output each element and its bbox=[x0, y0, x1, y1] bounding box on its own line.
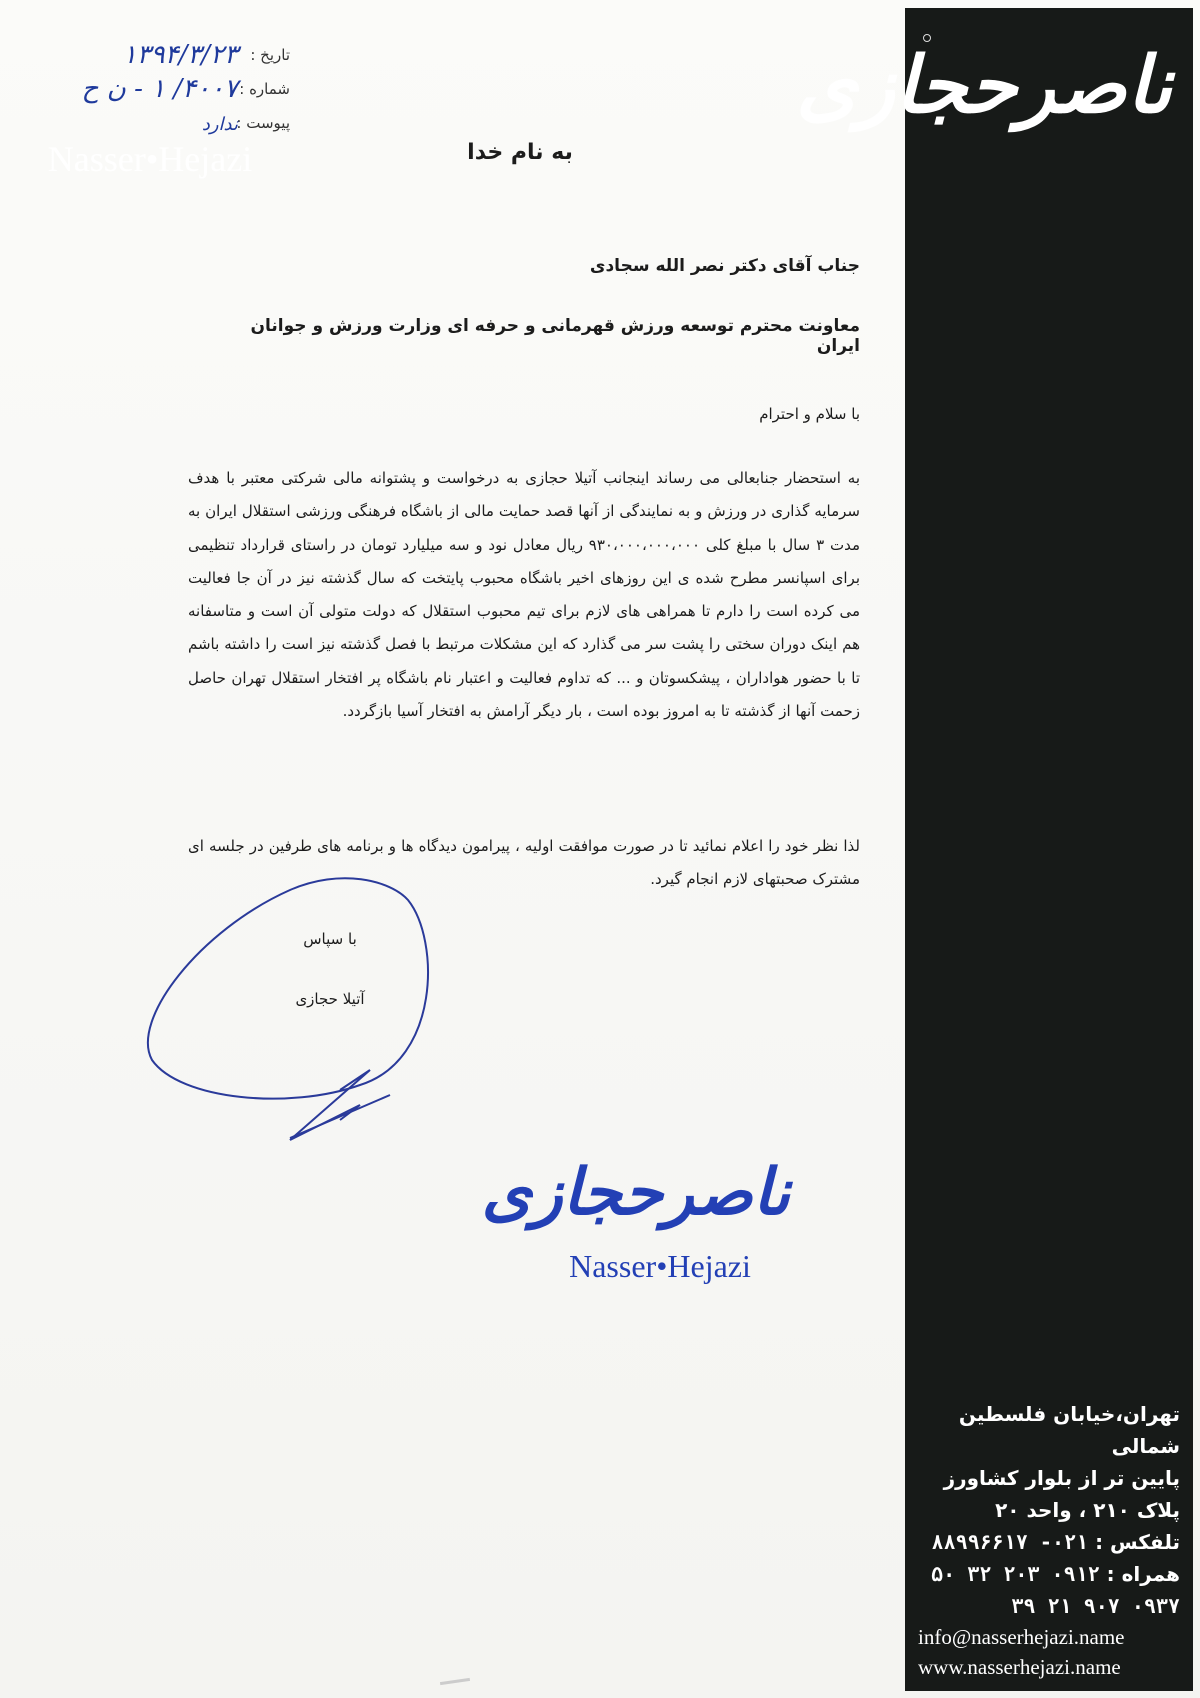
letterhead-contact bbox=[918, 1398, 1180, 1682]
letterhead-logo-english: Nasser•Hejazi bbox=[47, 139, 253, 179]
recipient-title: معاونت محترم توسعه ورزش قهرمانی و حرفه ای وزارت ورزش و جوانان ایران bbox=[250, 316, 860, 356]
stamp-logo-english: Nasser•Hejazi bbox=[569, 1248, 751, 1284]
date-label: تاریخ : bbox=[250, 46, 290, 64]
date-value: ۱۳۹۴/۳/۲۳ bbox=[122, 40, 238, 70]
signer-name: آتیلا حجازی bbox=[295, 990, 365, 1008]
mobile-number-1: ۰۹۱۲ ۲۰۳ ۳۲ ۵۰ bbox=[931, 1562, 1100, 1586]
letter-meta bbox=[50, 40, 290, 142]
number-row bbox=[50, 74, 290, 108]
number-value: ۴۰۰۷/ ۱ - ن ح bbox=[81, 74, 238, 104]
basmala-heading: به نام خدا bbox=[467, 140, 573, 165]
address-line-1: تهران،خیابان فلسطین شمالی bbox=[958, 1402, 1180, 1458]
letterhead-logo-persian: ناصرحجازی bbox=[796, 40, 1172, 131]
closing-thanks: با سپاس bbox=[303, 930, 357, 948]
email-address: info@nasserhejazi.name bbox=[918, 1625, 1125, 1649]
stamp-logo-persian: ناصرحجازی bbox=[481, 1155, 790, 1230]
fax-label: تلفکس : bbox=[1095, 1530, 1180, 1554]
date-row bbox=[50, 40, 290, 74]
address-line-3: پلاک ۲۱۰ ، واحد ۲۰ bbox=[995, 1498, 1180, 1522]
attachment-value: ندارد bbox=[201, 114, 238, 135]
handwritten-signature bbox=[140, 870, 460, 1150]
website-address: www.nasserhejazi.name bbox=[918, 1655, 1121, 1679]
greeting: با سلام و احترام bbox=[759, 405, 860, 423]
scan-smudge bbox=[440, 1678, 470, 1685]
attachment-label: پیوست : bbox=[236, 114, 290, 132]
recipient-name: جناب آقای دکتر نصر الله سجادی bbox=[589, 256, 860, 276]
letter-body: به استحضار جنابعالی می رساند اینجانب آتیلا حجازی به درخواست و پشتوانه مالی شرکتی معتبر با هدف سرمایه گذاری در ورزش و به نمایندگی از آنها قصد حمایت مالی از باشگاه فرهنگی ورزشی استقلال ایران به مدت ۳ سال با مبلغ کلی ۹۳۰،۰۰۰،۰۰۰،۰۰۰ ریال معادل نود و سه میلیارد تومان در راستای قرارداد تنظیمی برای اسپانسر مطرح شده ی این روزهای اخیر باشگاه محبوب پایتخت که سال گذشته نیز در آن جا فعالیت می کرده است را دارم تا همراهی های لازم برای تیم محبوب استقلال که دولت متولی آن است و متاسفانه هم اینک دوران سختی را پشت سر می گذارد که این مشکلات مرتبط با فصل گذشته نیز است را داشته باشم تا با حضور هواداران ، پیشکسوتان و ... که تداوم فعالیت و اعتبار نام باشگاه پر افتخار استقلال تهران حاصل زحمت آنها از گذشته تا به امروز بوده است ، بار دیگر آرامش به افتخار آسیا بازگردد. bbox=[188, 469, 860, 721]
mobile-number-2: ۰۹۳۷ ۹۰۷ ۲۱ ۳۹ bbox=[1011, 1594, 1180, 1618]
letter-closing: لذا نظر خود را اعلام نمائید تا در صورت موافقت اولیه ، پیرامون دیدگاه ها و برنامه های طرفین در جلسه ای مشترک صحبتهای لازم انجام گیرد. bbox=[188, 837, 860, 888]
mobile-row bbox=[918, 1558, 1180, 1590]
address-line-2: پایین تر از بلوار کشاورز bbox=[943, 1466, 1180, 1490]
fax-row bbox=[918, 1526, 1180, 1558]
fax-number: ۰۲۱- ۸۸۹۹۶۶۱۷ bbox=[931, 1530, 1089, 1554]
mobile-label: همراه : bbox=[1106, 1562, 1180, 1586]
number-label: شماره : bbox=[239, 80, 290, 98]
attachment-row bbox=[50, 108, 290, 142]
